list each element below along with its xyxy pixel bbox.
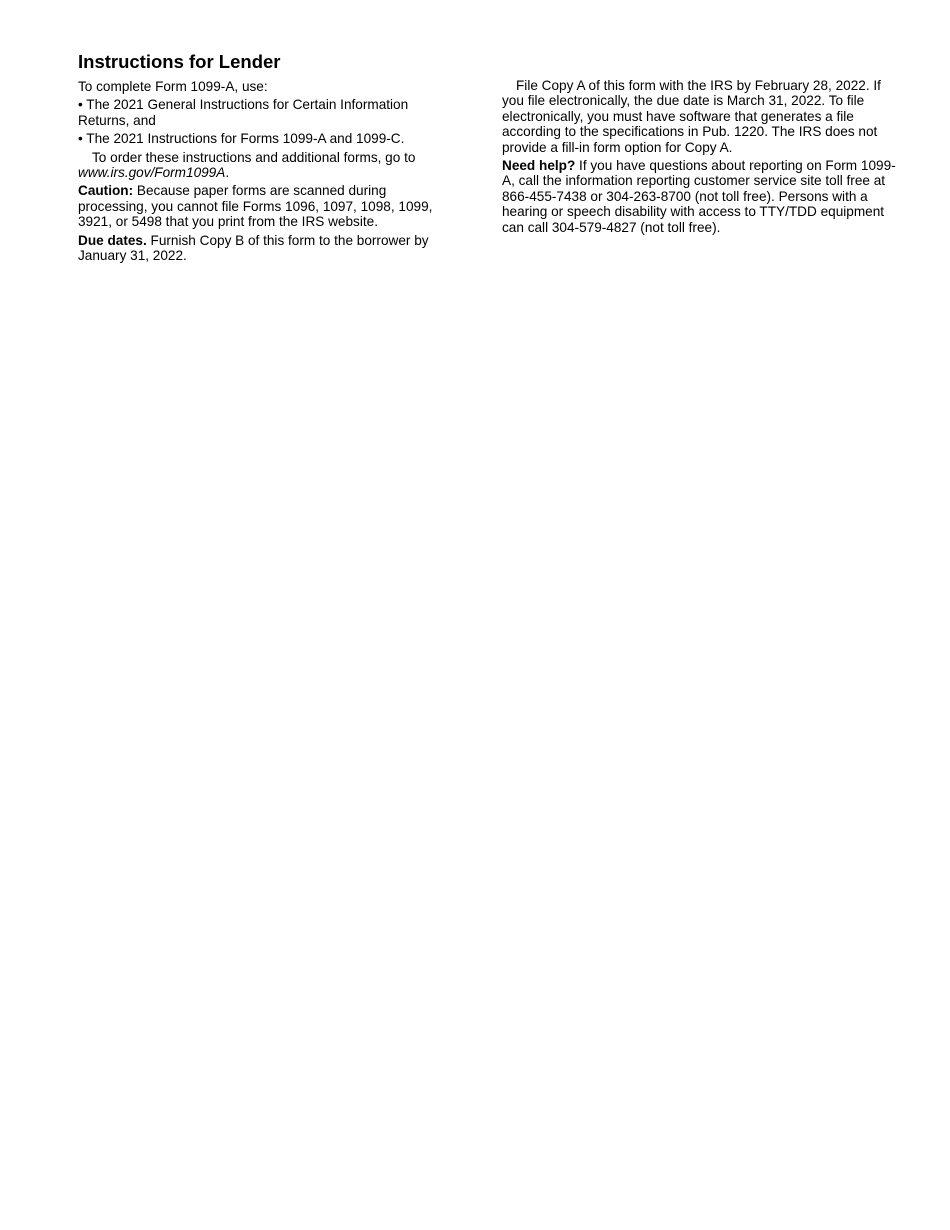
need-help-text: If you have questions about reporting on Form 1099-A, call the information reporting customer service site toll free at 866-455-7438 or 304-263-8700 (not toll free). Persons with a hearing or speech disability with access to TTY/TDD equipment can call 304-579-4827 (not toll free). <box>502 158 896 235</box>
right-column <box>502 78 902 238</box>
bullet-general-instructions: • The 2021 General Instructions for Certain Information Returns, and <box>78 97 409 128</box>
need-help-paragraph <box>502 158 902 235</box>
intro-paragraph: To complete Form 1099-A, use: <box>78 79 268 94</box>
need-help-label: Need help? <box>502 158 576 174</box>
due-dates-paragraph <box>78 233 450 264</box>
caution-text: Because paper forms are scanned during processing, you cannot file Forms 1096, 1097, 1098, 1099, 3921, or 5498 that you print from the IRS website. <box>78 183 433 230</box>
order-paragraph <box>78 150 450 181</box>
bullet-form-instructions: • The 2021 Instructions for Forms 1099-A and 1099-C. <box>78 131 405 147</box>
left-column <box>78 52 450 266</box>
order-text: To order these instructions and additional forms, go to <box>92 149 416 165</box>
order-period: . <box>225 165 230 181</box>
file-copy-paragraph: File Copy A of this form with the IRS by February 28, 2022. If you file electronically, the due date is March 31, 2022. To file electronically, you must have software that generates a file according to the specifications in Pub. 1220. The IRS does not provide a fill-in form option for Copy A. <box>502 78 881 155</box>
due-dates-label: Due dates. <box>78 232 147 248</box>
due-dates-text: Furnish Copy B of this form to the borrower by January 31, 2022. <box>78 232 429 264</box>
page-title: Instructions for Lender <box>78 51 281 72</box>
caution-label: Caution: <box>78 183 134 199</box>
irs-form-link[interactable]: www.irs.gov/Form1099A <box>78 165 226 181</box>
caution-paragraph <box>78 183 450 229</box>
